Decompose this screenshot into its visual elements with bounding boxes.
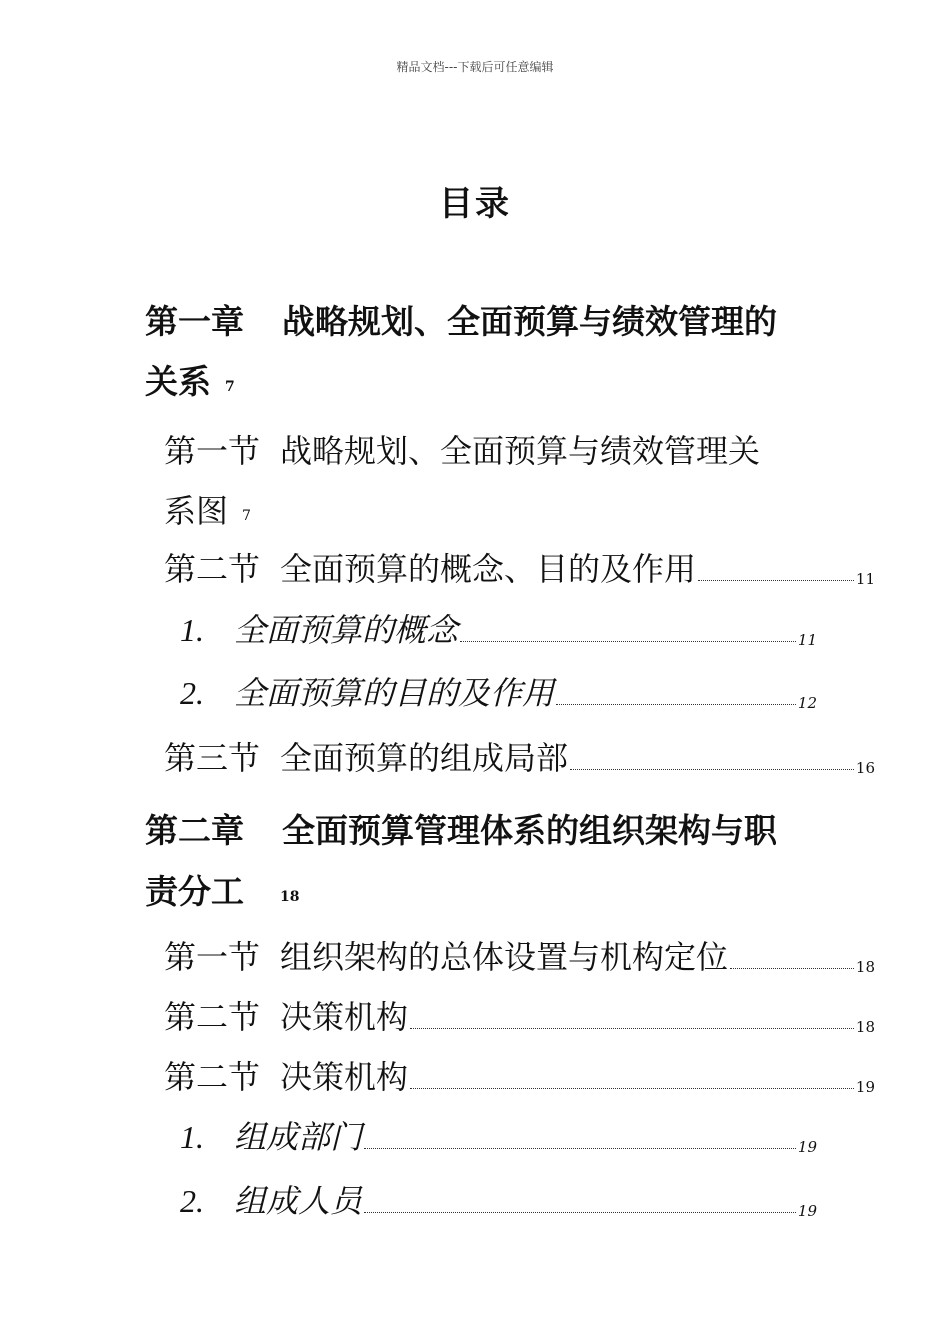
toc-item-1-2-2[interactable] bbox=[180, 668, 817, 714]
page-number: 7 bbox=[242, 508, 251, 524]
page-number: 18 bbox=[855, 958, 875, 976]
dot-leader bbox=[364, 1211, 796, 1213]
page-number: 11 bbox=[797, 631, 817, 649]
toc-chapter-1-cont[interactable] bbox=[145, 356, 235, 403]
section-title: 决策机构 bbox=[280, 1058, 409, 1096]
chapter-number: 第二章 bbox=[145, 811, 244, 850]
chapter-title-cont: 责分工 bbox=[145, 872, 244, 911]
section-title: 组织架构的总体设置与机构定位 bbox=[280, 938, 729, 976]
chapter-title-cont: 关系 bbox=[145, 362, 211, 401]
toc-item-1-2-1[interactable] bbox=[180, 605, 817, 651]
toc-section-2-3[interactable] bbox=[164, 1052, 875, 1098]
toc-section-1-1-cont[interactable] bbox=[164, 486, 251, 532]
section-number: 第二节 bbox=[164, 998, 261, 1036]
chapter-number: 第一章 bbox=[145, 302, 244, 341]
page-number: 7 bbox=[225, 379, 235, 395]
dot-leader bbox=[570, 768, 854, 770]
section-title: 全面预算的组成局部 bbox=[280, 739, 569, 777]
item-number: 2. bbox=[180, 675, 204, 711]
dot-leader bbox=[410, 1027, 854, 1029]
item-title: 全面预算的目的及作用 bbox=[234, 674, 555, 712]
section-number: 第一节 bbox=[164, 938, 261, 976]
dot-leader bbox=[730, 967, 854, 969]
page-number: 16 bbox=[855, 759, 875, 777]
page-header: 精品文档---下载后可任意编辑 bbox=[396, 60, 554, 74]
toc-section-1-2[interactable] bbox=[164, 544, 875, 590]
page-number: 11 bbox=[855, 570, 875, 588]
page-number: 18 bbox=[855, 1018, 875, 1036]
item-number: 1. bbox=[180, 1119, 204, 1155]
toc-section-2-1[interactable] bbox=[164, 932, 875, 978]
item-title: 组成部门 bbox=[234, 1118, 363, 1156]
page-number: 19 bbox=[797, 1138, 817, 1156]
page-number: 19 bbox=[797, 1202, 817, 1220]
chapter-title: 战略规划、全面预算与绩效管理的 bbox=[282, 302, 777, 341]
section-title-cont: 系图 bbox=[164, 492, 229, 530]
toc-chapter-2[interactable] bbox=[145, 805, 777, 852]
section-title: 决策机构 bbox=[280, 998, 409, 1036]
page-number: 18 bbox=[280, 889, 300, 905]
page-title: 目录 bbox=[439, 184, 511, 224]
toc-chapter-2-cont[interactable] bbox=[145, 866, 299, 913]
item-title: 全面预算的概念 bbox=[234, 611, 459, 649]
item-number: 2. bbox=[180, 1183, 204, 1219]
section-number: 第二节 bbox=[164, 550, 261, 588]
dot-leader bbox=[460, 640, 796, 642]
section-title: 战略规划、全面预算与绩效管理关 bbox=[280, 432, 761, 470]
toc-section-1-3[interactable] bbox=[164, 733, 875, 779]
dot-leader bbox=[698, 579, 854, 581]
toc-section-2-2[interactable] bbox=[164, 992, 875, 1038]
item-number: 1. bbox=[180, 612, 204, 648]
section-number: 第三节 bbox=[164, 739, 261, 777]
dot-leader bbox=[556, 703, 796, 705]
chapter-title: 全面预算管理体系的组织架构与职 bbox=[282, 811, 777, 850]
toc-chapter-1[interactable] bbox=[145, 296, 777, 343]
section-number: 第二节 bbox=[164, 1058, 261, 1096]
toc-item-2-3-1[interactable] bbox=[180, 1112, 817, 1158]
dot-leader bbox=[410, 1087, 854, 1089]
toc-section-1-1[interactable] bbox=[164, 426, 760, 472]
toc-item-2-3-2[interactable] bbox=[180, 1176, 817, 1222]
section-number: 第一节 bbox=[164, 432, 261, 470]
page-number: 19 bbox=[855, 1078, 875, 1096]
item-title: 组成人员 bbox=[234, 1182, 363, 1220]
section-title: 全面预算的概念、目的及作用 bbox=[280, 550, 697, 588]
dot-leader bbox=[364, 1147, 796, 1149]
page-number: 12 bbox=[797, 694, 817, 712]
